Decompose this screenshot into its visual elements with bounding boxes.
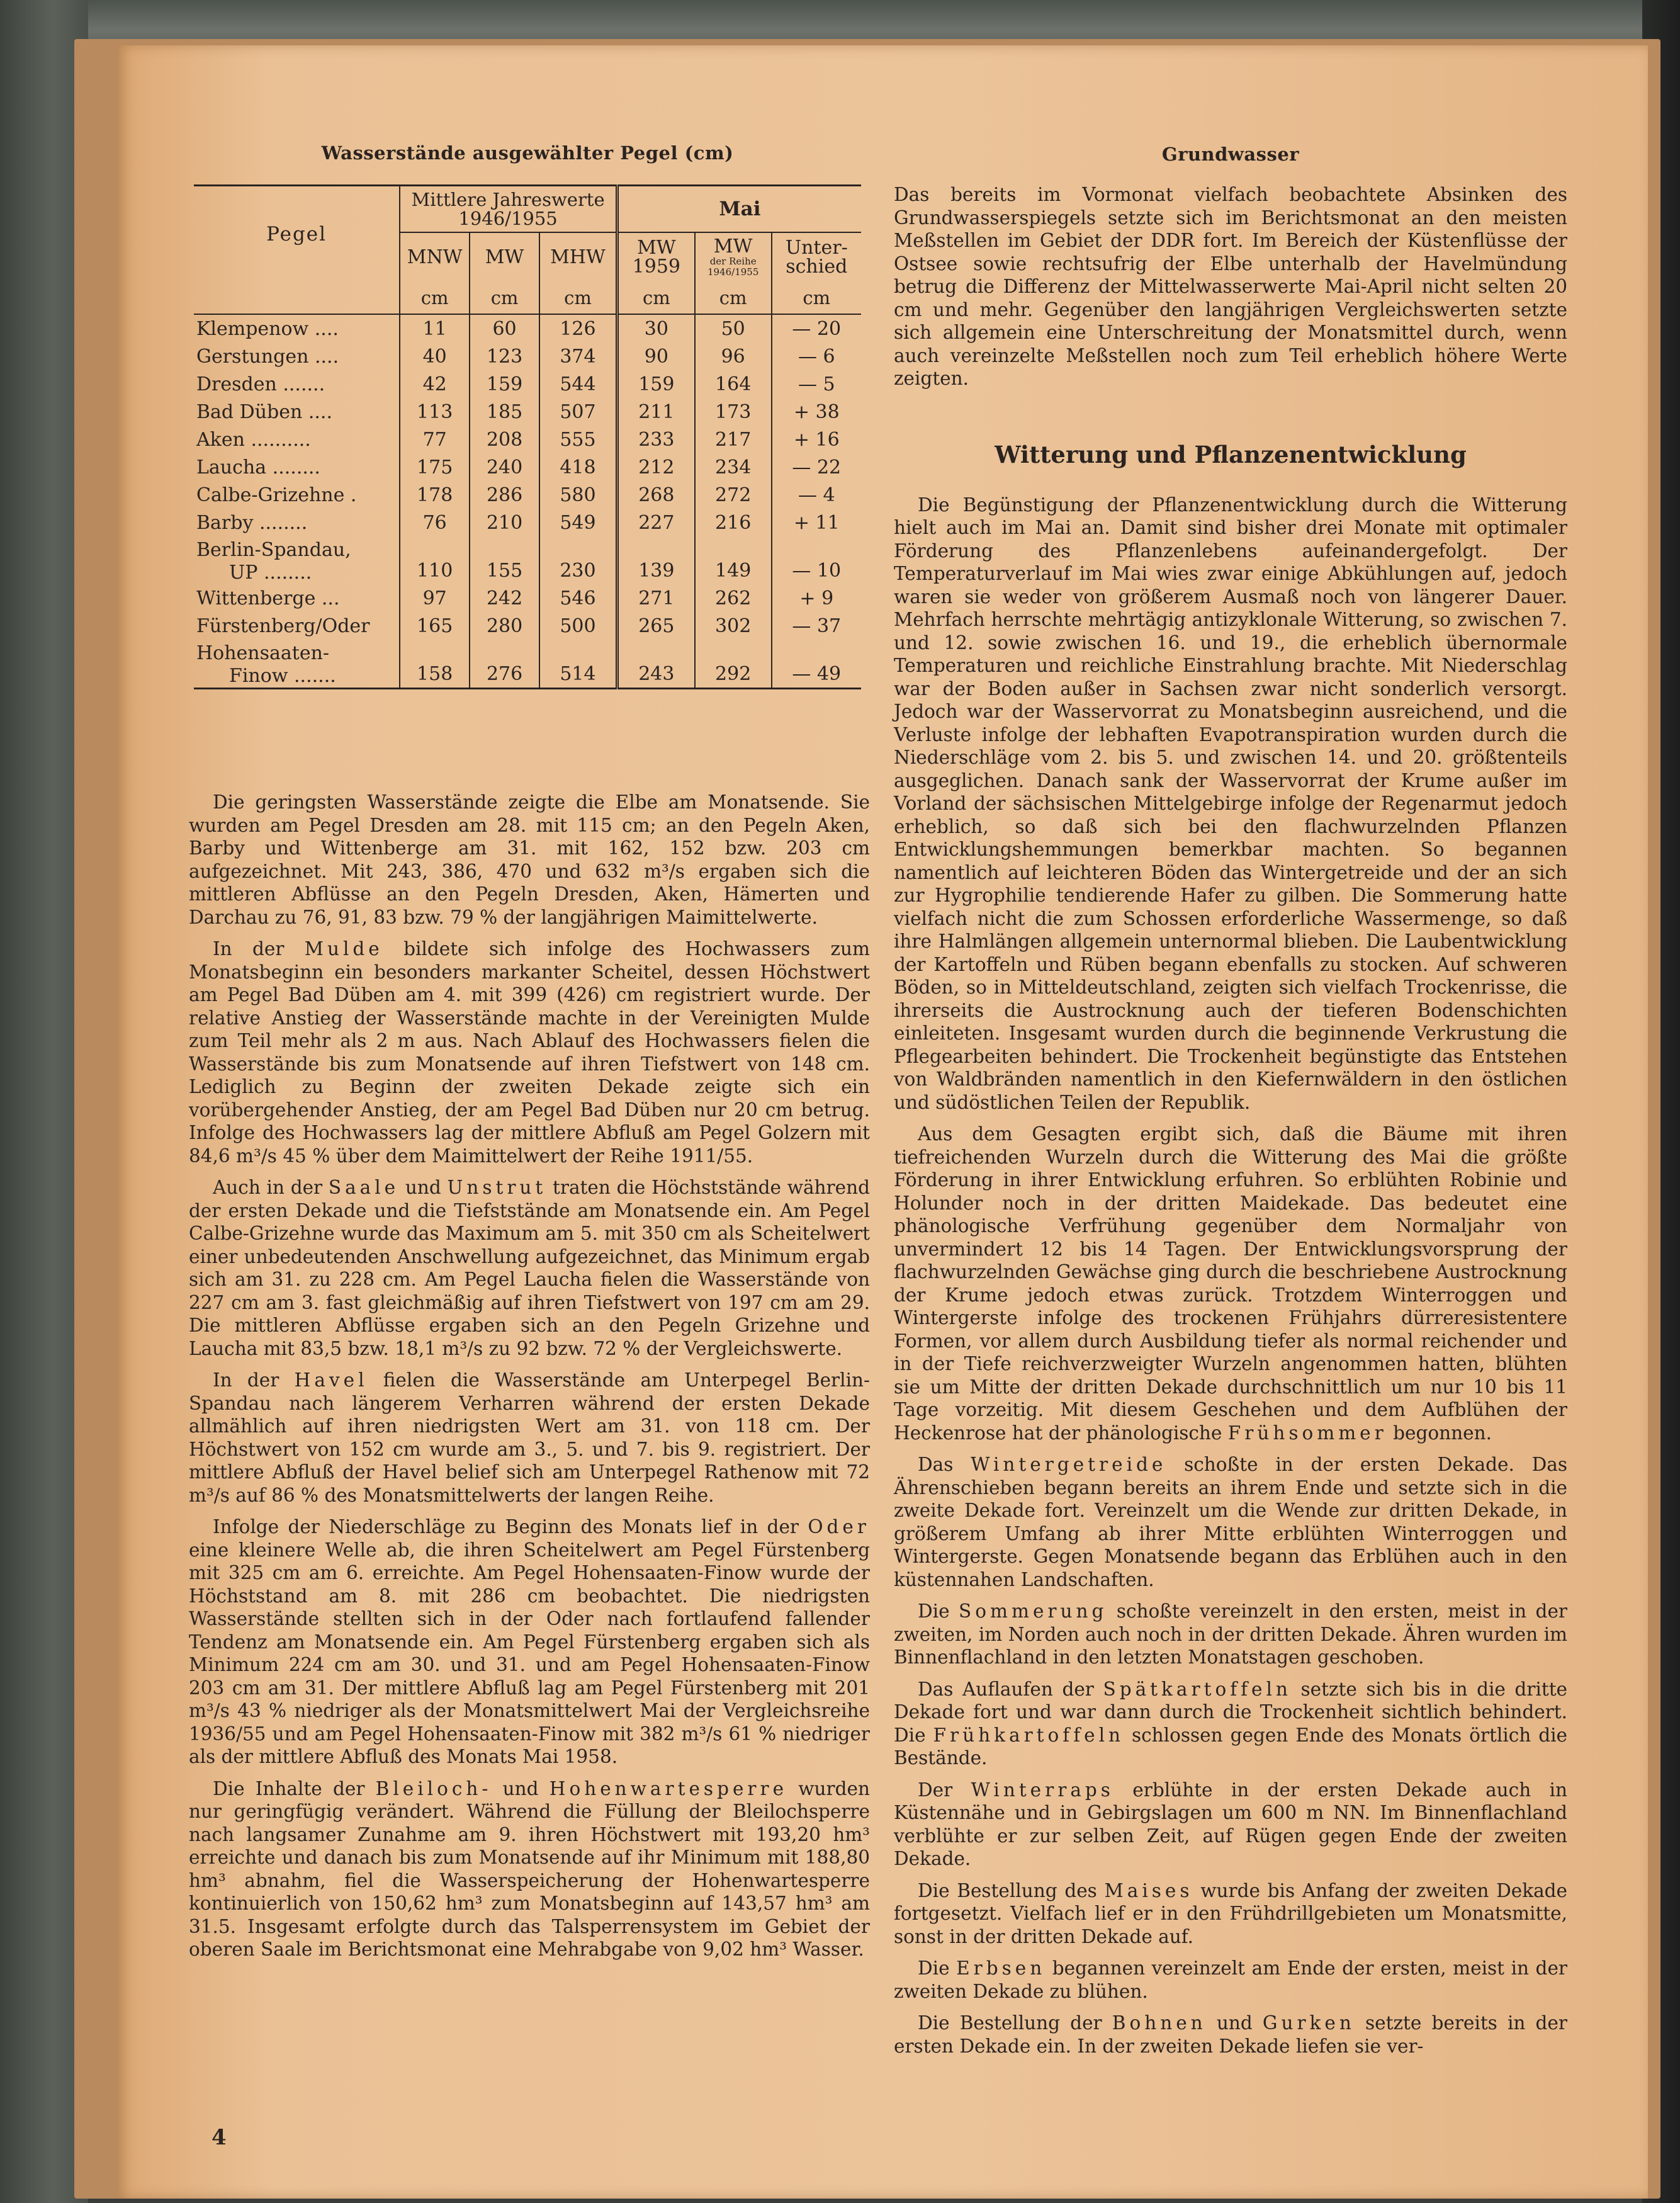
cell-mw: 286 <box>470 481 539 509</box>
cell-mw1959: 90 <box>617 343 694 370</box>
cell-mw1959: 233 <box>617 426 694 453</box>
cell-diff: + 11 <box>772 509 861 536</box>
unit-cm: cm <box>470 282 539 314</box>
pegel-name: Aken .......... <box>196 428 311 451</box>
cell-mwreihe: 272 <box>695 481 772 509</box>
paragraph-mulde: In der Mulde bildete sich infolge des Hochwassers zum Monatsbeginn ein besonders markanter Scheitel, dessen Höchstwert am Pegel Bad Düben am 4. mit 399 (426) cm registriert wurde. Der relative Anstieg der Wasserstände machte in der Vereinigten Mulde zum Teil mehr als 2 m aus. Nach Ablauf des Hochwassers fielen die Wasserstände bis zum Monatsende auf ihren Tiefstwert von 148 cm. Lediglich zu Beginn der zweiten Dekade zeigte sich ein vorübergehender Anstieg, der am Pegel Bad Düben nur 20 cm betrug. Infolge des Hochwassers lag der mittlere Abfluß am Pegel Golzern mit 84,6 m³/s 45 % über dem Maimittelwert der Reihe 1911/55. <box>189 938 870 1167</box>
cell-mhw: 230 <box>539 536 617 584</box>
cell-mw1959: 211 <box>617 398 694 426</box>
left-column <box>189 791 870 1970</box>
cell-mw: 210 <box>470 509 539 536</box>
table-row <box>194 612 861 640</box>
cell-mnw: 165 <box>400 612 470 640</box>
paragraph-kartoffeln: Das Auflaufen der Spätkartoffeln setzte sich bis in die dritte Dekade fort und war dann durch die Trockenheit sichtlich behindert. Die Frühkartoffeln schlossen gegen Ende des Monats örtlich die Bestände. <box>894 1678 1568 1769</box>
cell-mwreihe: 216 <box>695 509 772 536</box>
column-header-mnw: MNW <box>400 232 470 282</box>
cell-mnw: 110 <box>400 536 470 584</box>
unit-cm: cm <box>695 282 772 314</box>
cell-mwreihe: 217 <box>695 426 772 453</box>
pegel-name: Fürstenberg/Oder <box>196 614 370 637</box>
cell-mwreihe: 262 <box>695 584 772 612</box>
pegel-name: Hohensaaten- Finow ....... <box>196 642 336 687</box>
pegel-name: Bad Düben .... <box>196 400 333 423</box>
cell-mwreihe: 173 <box>695 398 772 426</box>
pegel-name: Wittenberge ... <box>196 587 340 609</box>
table-body <box>194 314 861 689</box>
cell-mhw: 500 <box>539 612 617 640</box>
cell-mw: 240 <box>470 453 539 481</box>
paragraph-wintergetreide: Das Wintergetreide schoßte in der ersten Dekade. Das Ährenschieben begann bereits an ihrem Ende und setzte sich in die zweite Dekade fort. Vereinzelt um die Wende zur dritten Dekade, in größerem Umfang ab ihrer Mitte erblühten Winterroggen und Wintergerste. Gegen Monatsende begann das Erblühen auch in den küstennahen Landschaften. <box>894 1454 1567 1590</box>
paragraph-sommerung: Die Sommerung schoßte vereinzelt in den ersten, meist in der zweiten, im Norden auch noch in der dritten Dekade. Ähren wurden im Binnenflachland in den letzten Monatstagen geschoben. <box>894 1600 1568 1668</box>
pegel-name: Calbe-Grizehne . <box>196 484 357 506</box>
cell-mhw: 507 <box>539 398 617 426</box>
cell-mw: 208 <box>470 426 539 453</box>
cell-diff: — 4 <box>772 481 861 509</box>
pegel-name: Laucha ........ <box>196 456 320 479</box>
cell-mnw: 76 <box>400 509 470 536</box>
pegel-name: Dresden ....... <box>196 373 325 395</box>
cell-diff: — 37 <box>772 612 861 640</box>
cell-mhw: 544 <box>539 370 617 398</box>
cell-mw1959: 268 <box>617 481 694 509</box>
table-row <box>194 509 861 536</box>
cell-mwreihe: 234 <box>695 453 772 481</box>
cell-mw1959: 212 <box>617 453 694 481</box>
group-header-mai: Mai <box>617 186 861 233</box>
cell-diff: — 49 <box>772 640 861 689</box>
cell-diff: + 38 <box>772 398 861 426</box>
pegel-name: Barby ........ <box>196 511 308 534</box>
cell-mw1959: 139 <box>617 536 694 584</box>
pegel-name: Klempenow .... <box>196 317 339 340</box>
group-header-mittlere: Mittlere Jahreswerte 1946/1955 <box>400 186 617 233</box>
cell-mw1959: 243 <box>617 640 694 689</box>
cell-mw: 242 <box>470 584 539 612</box>
cell-mhw: 418 <box>539 453 617 481</box>
table-row <box>194 481 861 509</box>
paragraph-saale: Auch in der Saale und Unstrut traten die Höchststände während der ersten Dekade und die Tiefststände am Monatsende ein. Am Pegel Calbe-Grizehne wurde das Maximum am 5. mit 350 cm als Scheitelwert einer unbedeutenden Anschwellung aufgezeichnet, das Minimum ergab sich am 31. zu 228 cm. Am Pegel Laucha fielen die Wasserstände von 227 cm am 3. fast gleichmäßig auf ihren Tiefstwert von 197 cm am 29. Die mittleren Abflüsse ergaben sich an den Pegeln Grizehne und Laucha mit 83,5 bzw. 18,1 m³/s zu 92 bzw. 72 % der Vergleichswerte. <box>189 1177 870 1359</box>
table-row <box>194 343 861 370</box>
paragraph-winterraps: Der Winterraps erblühte in der ersten Dekade auch in Küstennähe und in Gebirgslagen um 600 m NN. Im Binnenflachland verblühte er zur selben Zeit, auf Rügen gegen Ende der zweiten Dekade. <box>894 1779 1567 1869</box>
cell-mwreihe: 292 <box>695 640 772 689</box>
cell-mwreihe: 149 <box>695 536 772 584</box>
cell-mw: 155 <box>470 536 539 584</box>
table-row <box>194 426 861 453</box>
cell-mnw: 113 <box>400 398 470 426</box>
cell-diff: — 20 <box>772 314 861 343</box>
column-header-pegel: Pegel <box>266 223 327 246</box>
cell-diff: — 6 <box>772 343 861 370</box>
cell-mwreihe: 164 <box>695 370 772 398</box>
paragraph-havel: In der Havel fielen die Wasserstände am Unterpegel Berlin-Spandau nach längerem Verharren während der ersten Dekade allmählich auf ihren niedrigsten Wert am 31. von 118 cm. Der Höchstwert von 152 cm wurde am 3., 5. und 7. bis 9. registriert. Der mittlere Abfluß der Havel belief sich am Unterpegel Rathenow mit 72 m³/s auf 86 % des Monatsmittelwerts der langen Reihe. <box>189 1369 870 1506</box>
table-row <box>194 640 861 689</box>
cell-diff: — 5 <box>772 370 861 398</box>
pegel-name: Gerstungen .... <box>196 345 339 368</box>
cell-mnw: 175 <box>400 453 470 481</box>
cell-diff: + 16 <box>772 426 861 453</box>
cell-diff: — 22 <box>772 453 861 481</box>
paragraph-talsperren: Die Inhalte der Bleiloch- und Hohenwartesperre wurden nur geringfügig verändert. Während die Füllung der Bleilochsperre nach langsamer Zunahme am 9. ihren Höchstwert mit 193,20 hm³ erreichte und danach bis zum Monatsende auf ihr Minimum mit 188,80 hm³ abnahm, fiel die Wasserspeicherung der Hohenwartesperre kontinuierlich von 150,62 hm³ zum Monatsbeginn auf 143,57 hm³ am 31.5. Insgesamt erfolgte durch das Talsperrensystem im Gebiet der oberen Saale im Berichtsmonat eine Mehrabgabe von 9,02 hm³ Wasser. <box>189 1777 871 1960</box>
unit-cm: cm <box>772 282 861 314</box>
cell-mhw: 514 <box>539 640 617 689</box>
column-header-unterschied: Unter-schied <box>772 232 861 282</box>
cell-mhw: 126 <box>539 314 617 343</box>
table-row <box>194 314 861 343</box>
cell-mw1959: 271 <box>617 584 694 612</box>
table-row <box>194 370 861 398</box>
column-header-mw-1959: MW 1959 <box>617 232 694 282</box>
right-column <box>894 183 1567 2066</box>
table-row <box>194 453 861 481</box>
cell-mnw: 11 <box>400 314 470 343</box>
cell-mnw: 77 <box>400 426 470 453</box>
unit-cm: cm <box>539 282 617 314</box>
paragraph-elbe: Die geringsten Wasserstände zeigte die Elbe am Monatsende. Sie wurden am Pegel Dresden am 28. mit 115 cm; an den Pegeln Aken, Barby und Wittenberge am 31. mit 162, 152 bzw. 203 cm aufgezeichnet. Mit 243, 386, 470 und 632 m³/s ergaben sich die mittleren Abflüsse an den Pegeln Dresden, Aken, Hämerten und Darchau zu 76, 91, 83 bzw. 79 % der langjährigen Maimittelwerte. <box>189 791 870 928</box>
table-title: Wasserstände ausgewählter Pegel (cm) <box>321 142 734 164</box>
cell-mw: 60 <box>470 314 539 343</box>
paragraph-grundwasser: Das bereits im Vormonat vielfach beobachtete Absinken des Grundwasserspiegels setzte sich im Berichtsmonat an den meisten Meßstellen im Gebiet der DDR fort. Im Bereich der Küstenflüsse der Ostsee sowie rechtsufrig der Elbe unterhalb der Havelmündung betrug die Differenz der Mittelwasserwerte Mai-April nicht selten 20 cm und mehr. Gegenüber den langjährigen Vergleichswerten setzte sich allgemein eine Unterschreitung der Monatsmittel durch, wenn auch vereinzelte Meßstellen noch zum Teil erheblich höhere Werte zeigten. <box>894 184 1567 389</box>
cell-mw: 280 <box>470 612 539 640</box>
paragraph-erbsen: Die Erbsen begannen vereinzelt am Ende der ersten, meist in der zweiten Dekade zu blühen. <box>894 1957 1567 2002</box>
heading-grundwasser: Grundwasser <box>1161 144 1300 165</box>
cell-mnw: 40 <box>400 343 470 370</box>
paragraph-oder: Infolge der Niederschläge zu Beginn des Monats lief in der Oder eine kleinere Welle ab, die ihren Scheitelwert am Pegel Fürstenberg mit 325 cm am 6. erreichte. Am Pegel Hohensaaten-Finow wurde der Höchststand am 8. mit 286 cm beobachtet. Die niedrigsten Wasserstände stellten sich in der Oder nach fortlaufend fallender Tendenz am Monatsende ein. Am Pegel Fürstenberg ergaben sich als Minimum 224 cm am 30. und 31. und am Pegel Hohensaaten-Finow 203 cm am 31. Der mittlere Abfluß lag am Pegel Fürstenberg mit 201 m³/s 43 % niedriger als der Monatsmittelwert Mai der Vergleichsreihe 1936/55 und am Pegel Hohensaaten-Finow mit 382 m³/s 61 % niedriger als der mittlere Abfluß des Monats Mai 1958. <box>189 1516 870 1767</box>
cell-mhw: 546 <box>539 584 617 612</box>
cell-diff: + 9 <box>772 584 861 612</box>
water-level-table <box>194 184 861 689</box>
table-row <box>194 584 861 612</box>
table-row <box>194 536 861 584</box>
cell-mhw: 374 <box>539 343 617 370</box>
cell-mnw: 97 <box>400 584 470 612</box>
page-number: 4 <box>211 2125 227 2150</box>
cell-mw1959: 265 <box>617 612 694 640</box>
cell-mw1959: 227 <box>617 509 694 536</box>
column-header-mw: MW <box>470 232 539 282</box>
cell-diff: — 10 <box>772 536 861 584</box>
paragraph-mais: Die Bestellung des Maises wurde bis Anfang der zweiten Dekade fortgesetzt. Vielfach lief er in den Frühdrillgebieten um Monatsmitte, sonst in der dritten Dekade auf. <box>894 1879 1568 1947</box>
cell-mnw: 158 <box>400 640 470 689</box>
paragraph-witterung-1: Die Begünstigung der Pflanzenentwicklung durch die Witterung hielt auch im Mai an. Damit sind bisher drei Monate mit optimaler Förderung des Pflanzenlebens aufeinandergefolgt. Der Temperaturverlauf im Mai wies zwar einige Abkühlungen auf, jedoch waren sie weder von größerem Ausmaß noch von längerer Dauer. Mehrfach herrschte mehrtägig antizyklonale Witterung, so zwischen 7. und 12. sowie zwischen 16. und 19., die erheblich übernormale Temperaturen und reichliche Einstrahlung brachte. Mit Niederschlag war der Boden außer in Sachsen zwar nicht sonderlich versorgt. Jedoch war der Wasservorrat zu Monatsbeginn ausreichend, und die Verluste infolge der lebhaften Evapotranspiration wurden durch die Niederschläge vom 2. bis 5. und zwischen 14. und 20. größtenteils ausgeglichen. Danach sank der Wasservorrat der Krume außer im Vorland der sächsischen Mittelgebirge infolge der Regenarmut jedoch erheblich, so daß sich bei den flachwurzelnden Pflanzen Entwicklungshemmungen bemerkbar machten. So begannen namentlich auf leichteren Böden das Wintergetreide und der an sich zur Hygrophilie tendierende Hafer zu gilben. Die Sommerung hatte vielfach nicht die zum Schossen erforderliche Wassermenge, so daß ihre Halmlängen allgemein unternormal blieben. Die Laubentwicklung der Kartoffeln und Rüben begann ebenfalls zu stocken. Auf schweren Böden, so in Mitteldeutschland, zeigten sich vielfach Trockenrisse, die ihrerseits die Austrocknung auch der tieferen Bodenschichten einleiteten. Insgesamt wurden durch die beginnende Verkrustung die Pflegearbeiten behindert. Die Trockenheit begünstigte das Entstehen von Waldbränden namentlich in den Kiefernwäldern in den östlichen und südöstlichen Teilen der Republik. <box>894 494 1567 1113</box>
unit-cm: cm <box>617 282 694 314</box>
cell-mw: 123 <box>470 343 539 370</box>
cell-mw: 185 <box>470 398 539 426</box>
heading-witterung: Witterung und Pflanzenentwicklung <box>995 440 1467 468</box>
paragraph-witterung-2: Aus dem Gesagten ergibt sich, daß die Bäume mit ihren tiefreichenden Wurzeln durch die Witterung des Mai die größte Förderung in ihrer Entwicklung erfuhren. So erblühten Robinie und Holunder noch in der dritten Maidekade. Das bedeutet eine phänologische Verfrühung gegenüber dem Normaljahr von unvermindert 12 bis 14 Tagen. Der Entwicklungsvorsprung der flachwurzelnden Gewächse ging durch die beschriebene Austrocknung der Krume jedoch etwas zurück. Trotzdem Winterroggen und Wintergerste infolge des trockenen Frühjahrs dürreresistentere Formen, vor allem durch Ausbildung tiefer als normal reichender und in der Tiefe reichverzweigter Wurzeln angenommen hatten, blühten sie um Mitte der dritten Dekade durchschnittlich um nur 10 bis 11 Tage vorzeitig. Mit diesem Geschehen und dem Aufblühen der Heckenrose hat der phänologische Frühsommer begonnen. <box>894 1123 1567 1444</box>
unit-cm: cm <box>400 282 470 314</box>
paragraph-bohnen-gurken: Die Bestellung der Bohnen und Gurken setzte bereits in der ersten Dekade ein. In der zweiten Dekade liefen sie ver- <box>894 2012 1567 2057</box>
cell-mwreihe: 302 <box>695 612 772 640</box>
table-row <box>194 398 861 426</box>
cell-mw: 276 <box>470 640 539 689</box>
cell-mw1959: 159 <box>617 370 694 398</box>
cell-mw1959: 30 <box>617 314 694 343</box>
pegel-name: Berlin-Spandau, UP ........ <box>196 539 351 584</box>
cell-mhw: 555 <box>539 426 617 453</box>
column-header-mw-reihe: MW der Reihe 1946/1955 <box>695 232 772 282</box>
cell-mwreihe: 96 <box>695 343 772 370</box>
cell-mwreihe: 50 <box>695 314 772 343</box>
cell-mhw: 580 <box>539 481 617 509</box>
cell-mnw: 42 <box>400 370 470 398</box>
cell-mhw: 549 <box>539 509 617 536</box>
column-header-mhw: MHW <box>539 232 617 282</box>
cell-mnw: 178 <box>400 481 470 509</box>
cell-mw: 159 <box>470 370 539 398</box>
